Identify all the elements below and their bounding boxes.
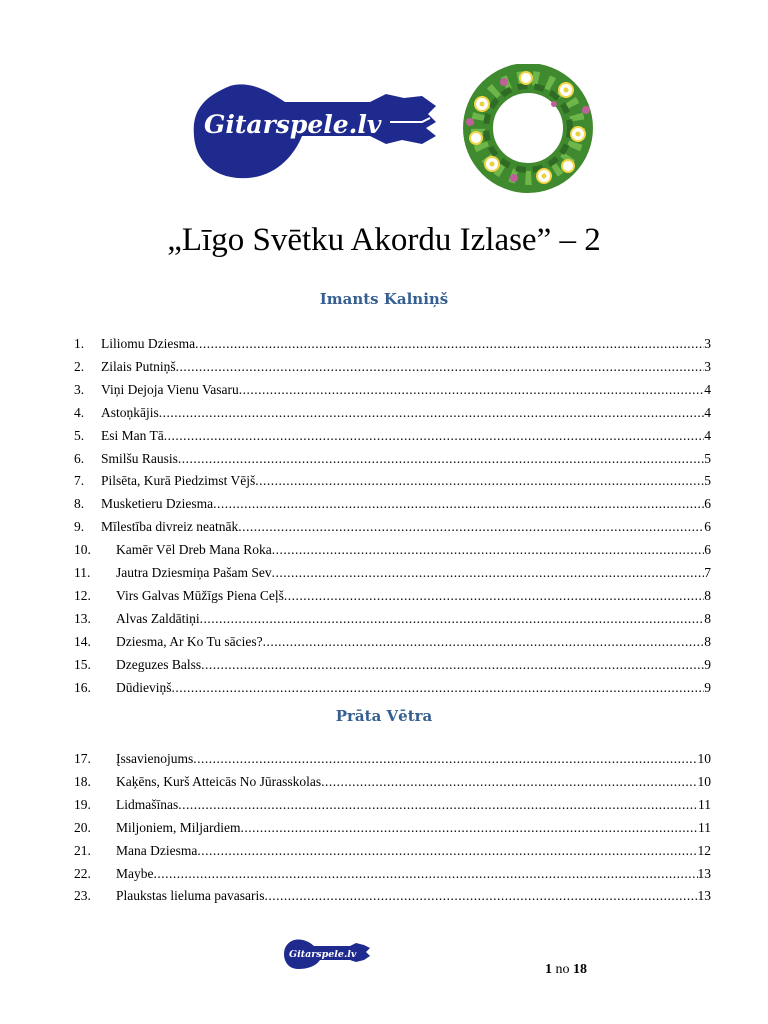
toc-entry-title[interactable]: Miljoniem, Miljardiem	[116, 819, 241, 835]
toc-leader-dots	[255, 473, 704, 489]
toc-entry-title[interactable]: Mana Dziesma	[116, 842, 198, 858]
toc-entry-title[interactable]: Plaukstas lieluma pavasaris	[116, 888, 265, 904]
toc-entry[interactable]	[0, 496, 768, 516]
toc-entry-page: 5	[704, 473, 711, 489]
toc-entry-page: 13	[697, 865, 711, 881]
toc-entry-title[interactable]: Kaķēns, Kurš Atteicās No Jūrasskolas	[116, 773, 322, 789]
toc-entry-page: 4	[704, 381, 711, 397]
toc-leader-dots	[263, 634, 705, 650]
toc-entry-page: 9	[704, 656, 711, 672]
toc-entry-title[interactable]: Įssavienojums	[116, 751, 194, 766]
toc-entry-number: 12.	[74, 587, 91, 603]
toc-entry-number: 19.	[74, 796, 91, 812]
section-heading-prata-vetra: Prāta Vētra	[335, 707, 433, 725]
toc-entry-number: 21.	[74, 842, 91, 858]
toc-entry-title[interactable]: Esi Man Tā	[101, 427, 164, 443]
toc-entry[interactable]	[0, 774, 768, 794]
toc-entry-title[interactable]: Astoņkājis	[101, 404, 159, 420]
toc-entry-number: 17.	[74, 751, 91, 766]
toc-entry-number: 16.	[74, 679, 91, 695]
document-title: „Līgo Svētku Akordu Izlase” – 2	[167, 222, 601, 258]
toc-entry-title[interactable]: Mīlestība divreiz neatnāk	[101, 519, 239, 535]
toc-entry-title[interactable]: Liliomu Dziesma	[101, 336, 196, 351]
toc-leader-dots	[200, 611, 705, 627]
toc-entry[interactable]	[0, 680, 768, 700]
toc-entry-page: 4	[704, 404, 711, 420]
toc-entry-page: 7	[704, 565, 711, 580]
toc-entry-page: 12	[697, 842, 711, 858]
toc-leader-dots	[178, 797, 698, 813]
toc-entry-number: 6.	[74, 450, 85, 466]
toc-leader-dots	[201, 657, 704, 673]
toc-leader-dots	[154, 866, 698, 882]
toc-entry-title[interactable]: Maybe	[116, 865, 154, 881]
toc-entry-number: 20.	[74, 819, 91, 835]
flower-wreath-image	[448, 64, 606, 194]
toc-leader-dots	[164, 428, 705, 444]
toc-entry-title[interactable]: Alvas Zaldātiņi	[116, 610, 200, 626]
toc-entry-number: 10.	[74, 542, 91, 558]
toc-entry[interactable]	[0, 588, 768, 608]
toc-entry[interactable]	[0, 634, 768, 654]
toc-entry-number: 7.	[74, 473, 85, 489]
gitarspele-logo	[190, 78, 440, 182]
toc-leader-dots	[159, 405, 704, 421]
toc-leader-dots	[193, 751, 697, 767]
toc-entry[interactable]	[0, 751, 768, 771]
toc-entry-page: 11	[698, 819, 711, 835]
toc-entry[interactable]	[0, 866, 768, 886]
toc-entry-title[interactable]: Jautra Dziesmiņa Pašam Sev	[116, 565, 272, 580]
toc-entry-number: 14.	[74, 633, 91, 649]
toc-entry-page: 11	[698, 796, 711, 812]
toc-entry-title[interactable]: Musketieru Dziesma	[101, 496, 214, 512]
toc-entry-page: 5	[704, 450, 711, 466]
toc-entry-number: 18.	[74, 773, 91, 789]
toc-entry-title[interactable]: Lidmašīnas	[116, 796, 179, 812]
toc-leader-dots	[241, 820, 699, 836]
toc-leader-dots	[178, 451, 704, 467]
logo-text: Gitarspele.lv	[204, 110, 382, 139]
toc-entry[interactable]	[0, 382, 768, 402]
toc-entry[interactable]	[0, 888, 768, 908]
toc-entry-page: 8	[704, 587, 711, 603]
toc-entry[interactable]	[0, 451, 768, 471]
toc-entry-page: 3	[704, 336, 711, 351]
page-total: 18	[573, 962, 587, 977]
section-heading-imants-kalnins: Imants Kalniņš	[319, 290, 449, 308]
toc-leader-dots	[213, 496, 704, 512]
toc-entry-page: 6	[704, 496, 711, 512]
toc-leader-dots	[321, 774, 697, 790]
toc-entry[interactable]	[0, 565, 768, 585]
toc-entry-title[interactable]: Kamēr Vēl Dreb Mana Roka	[116, 542, 272, 558]
toc-entry-number: 8.	[74, 496, 85, 512]
toc-leader-dots	[264, 888, 697, 904]
toc-entry[interactable]	[0, 336, 768, 356]
toc-entry-title[interactable]: Pilsēta, Kurā Piedzimst Vējš	[101, 473, 256, 489]
toc-entry[interactable]	[0, 611, 768, 631]
toc-leader-dots	[197, 843, 697, 859]
toc-entry-number: 13.	[74, 610, 91, 626]
toc-leader-dots	[272, 542, 705, 558]
toc-entry-number: 15.	[74, 656, 91, 672]
page-number	[545, 962, 587, 978]
toc-entry[interactable]	[0, 657, 768, 677]
toc-leader-dots	[176, 359, 705, 375]
toc-entry-page: 6	[704, 519, 711, 535]
toc-leader-dots	[239, 382, 705, 398]
toc-entry-number: 11.	[74, 565, 91, 580]
toc-entry[interactable]	[0, 542, 768, 562]
toc-entry[interactable]	[0, 519, 768, 539]
page-current: 1	[545, 962, 552, 977]
toc-entry-number: 1.	[74, 336, 85, 351]
toc-entry-title[interactable]: Dziesma, Ar Ko Tu sācies?	[116, 633, 263, 649]
toc-entry[interactable]	[0, 428, 768, 448]
toc-entry-title[interactable]: Virs Galvas Mūžīgs Piena Ceļš	[116, 587, 284, 603]
footer-logo-text: Gitarspele.lv	[289, 949, 357, 960]
toc-leader-dots	[172, 680, 705, 696]
toc-entry-page: 10	[697, 773, 711, 789]
toc-entry[interactable]	[0, 820, 768, 840]
toc-entry-page: 10	[697, 751, 711, 766]
toc-entry-title[interactable]: Zilais Putniņš	[101, 358, 176, 374]
footer-logo	[284, 938, 372, 970]
toc-entry-page: 8	[704, 610, 711, 626]
toc-entry-title[interactable]: Smilšu Rausis	[101, 450, 178, 466]
toc-entry-page: 9	[704, 679, 711, 695]
toc-leader-dots	[272, 565, 705, 581]
toc-entry[interactable]	[0, 359, 768, 379]
toc-entry-number: 3.	[74, 381, 85, 397]
toc-entry-number: 23.	[74, 888, 91, 904]
toc-entry[interactable]	[0, 405, 768, 425]
toc-entry-number: 22.	[74, 865, 91, 881]
toc-entry-page: 13	[697, 888, 711, 904]
toc-leader-dots	[238, 519, 704, 535]
toc-leader-dots	[284, 588, 704, 604]
toc-entry-page: 8	[704, 633, 711, 649]
page-separator: no	[555, 962, 570, 977]
toc-entry[interactable]	[0, 797, 768, 817]
toc-entry-number: 9.	[74, 519, 85, 535]
toc-entry-number: 5.	[74, 427, 85, 443]
toc-entry[interactable]	[0, 843, 768, 863]
toc-entry-page: 6	[704, 542, 711, 558]
toc-entry[interactable]	[0, 473, 768, 493]
toc-entry-title[interactable]: Viņi Dejoja Vienu Vasaru	[101, 381, 239, 397]
toc-entry-page: 4	[704, 427, 711, 443]
toc-entry-title[interactable]: Dūdieviņš	[116, 679, 172, 695]
toc-entry-title[interactable]: Dzeguzes Balss	[116, 656, 202, 672]
toc-entry-number: 2.	[74, 358, 85, 374]
toc-entry-page: 3	[704, 358, 711, 374]
toc-entry-number: 4.	[74, 404, 85, 420]
toc-leader-dots	[195, 336, 704, 352]
